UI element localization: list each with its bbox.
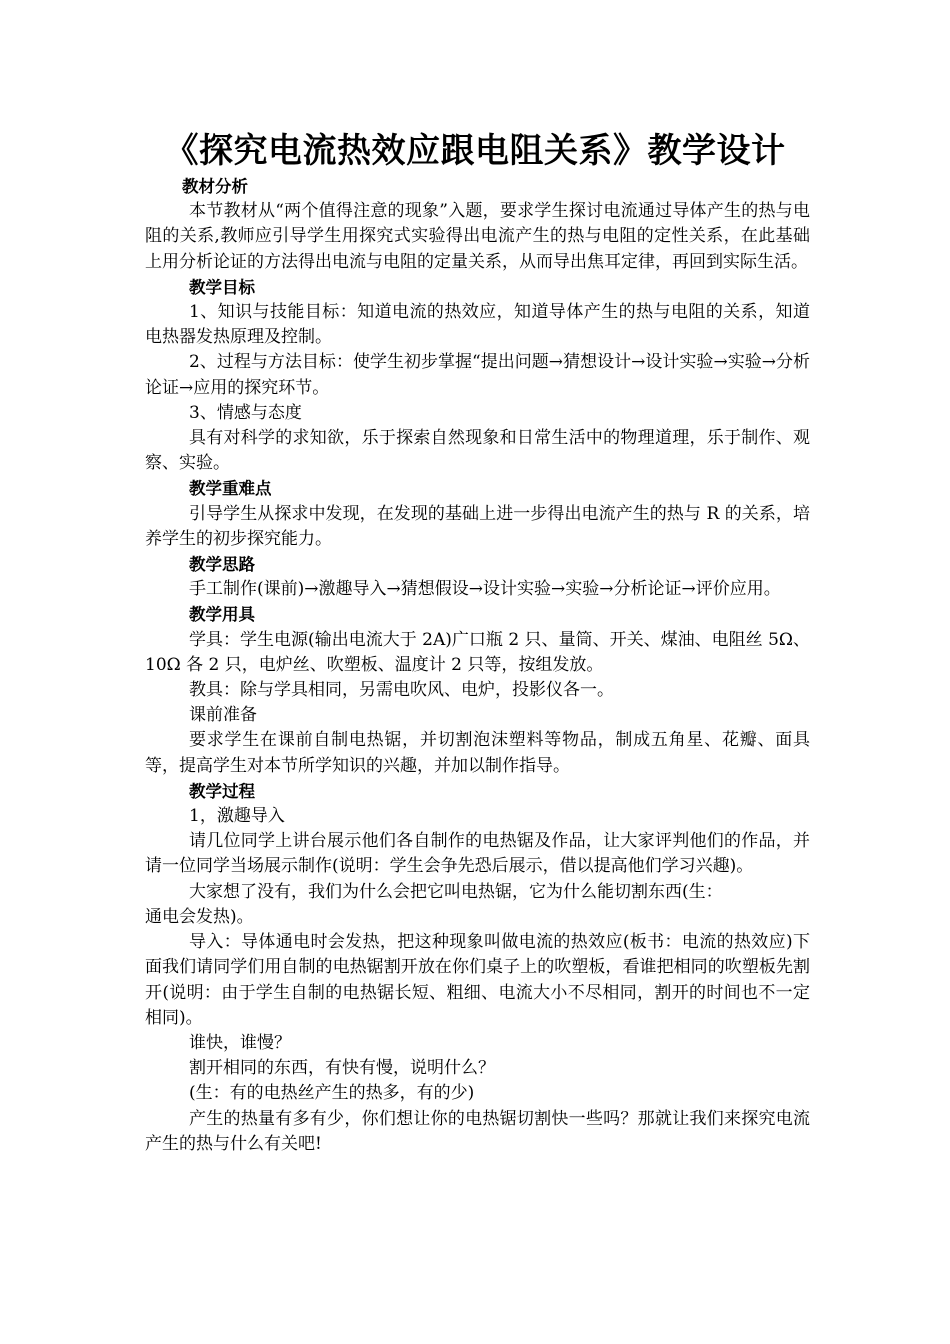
section-heading-teaching-process: 教学过程 <box>189 781 255 801</box>
paragraph-continuation: 通电会发热)。 <box>145 906 254 927</box>
section-heading-teaching-approach: 教学思路 <box>189 555 255 575</box>
paragraph: 谁快，谁慢？ <box>189 1032 291 1053</box>
paragraph: 引导学生从探求中发现，在发现的基础上进一步得出电流产生的热与 R 的关系，培养学生的初步探究能力。 <box>145 503 810 549</box>
document-title: 《探究电流热效应跟电阻关系》教学设计 <box>164 131 786 171</box>
paragraph: 割开相同的东西，有快有慢，说明什么？ <box>189 1058 495 1079</box>
section-heading-teaching-tools: 教学用具 <box>189 605 255 625</box>
paragraph: 教具：除与学具相同，另需电吹风、电炉，投影仪各一。 <box>189 680 614 701</box>
paragraph: 导入：导体通电时会发热，把这种现象叫做电流的热效应(板书：电流的热效应)下面我们请同学们用自制的电热锯割开放在你们桌子上的吹塑板，看谁把相同的吹塑板先割开(说明：由于学生自制的电热锯长短、粗细、电流大小不尽相同，割开的时间也不一定相同)。 <box>145 932 810 1028</box>
paragraph: 本节教材从“两个值得注意的现象”入题，要求学生探讨电流通过导体产生的热与电阻的关系,教师应引导学生用探究式实验得出电流产生的热与电阻的定性关系，在此基础上用分析论证的方法得出电流与电阻的定量关系，从而导出焦耳定律，再回到实际生活。 <box>145 201 810 272</box>
paragraph: 要求学生在课前自制电热锯，并切割泡沫塑料等物品，制成五角星、花瓣、面具等，提高学生对本节所学知识的兴趣，并加以制作指导。 <box>145 730 810 776</box>
section-heading-teaching-goals: 教学目标 <box>189 277 255 297</box>
paragraph: 学具：学生电源(输出电流大于 2A)广口瓶 2 只、量筒、开关、煤油、电阻丝 5Ω、10Ω 各 2 只，电炉丝、吹塑板、温度计 2 只等，按组发放。 <box>145 629 810 675</box>
paragraph: 3、情感与态度 <box>189 402 302 423</box>
paragraph: 大家想了没有，我们为什么会把它叫电热锯，它为什么能切割东西(生： <box>189 881 723 902</box>
section-heading-material-analysis: 教材分析 <box>182 177 248 196</box>
paragraph: 1、知识与技能目标：知道电流的热效应，知道导体产生的热与电阻的关系，知道电热器发热原理及控制。 <box>145 302 810 348</box>
section-heading-key-difficulties: 教学重难点 <box>189 479 272 499</box>
paragraph: 手工制作(课前)→激趣导入→猜想假设→设计实验→实验→分析论证→评价应用。 <box>189 579 781 600</box>
document-body <box>145 174 810 1157</box>
paragraph: 产生的热量有多有少，你们想让你的电热锯切割快一些吗？那就让我们来探究电流产生的热与什么有关吧! <box>145 1108 810 1154</box>
paragraph: 2、过程与方法目标：使学生初步掌握“提出问题→猜想设计→设计实验→实验→分析论证→应用的探究环节。 <box>145 352 810 398</box>
paragraph: 请几位同学上讲台展示他们各自制作的电热锯及作品，让大家评判他们的作品，并请一位同学当场展示制作(说明：学生会争先恐后展示，借以提高他们学习兴趣)。 <box>145 831 810 877</box>
paragraph: 具有对科学的求知欲，乐于探索自然现象和日常生活中的物理道理，乐于制作、观察、实验。 <box>145 428 810 474</box>
paragraph: 1，激趣导入 <box>189 806 285 827</box>
paragraph: (生：有的电热丝产生的热多，有的少) <box>189 1083 475 1104</box>
paragraph: 课前准备 <box>189 705 257 726</box>
